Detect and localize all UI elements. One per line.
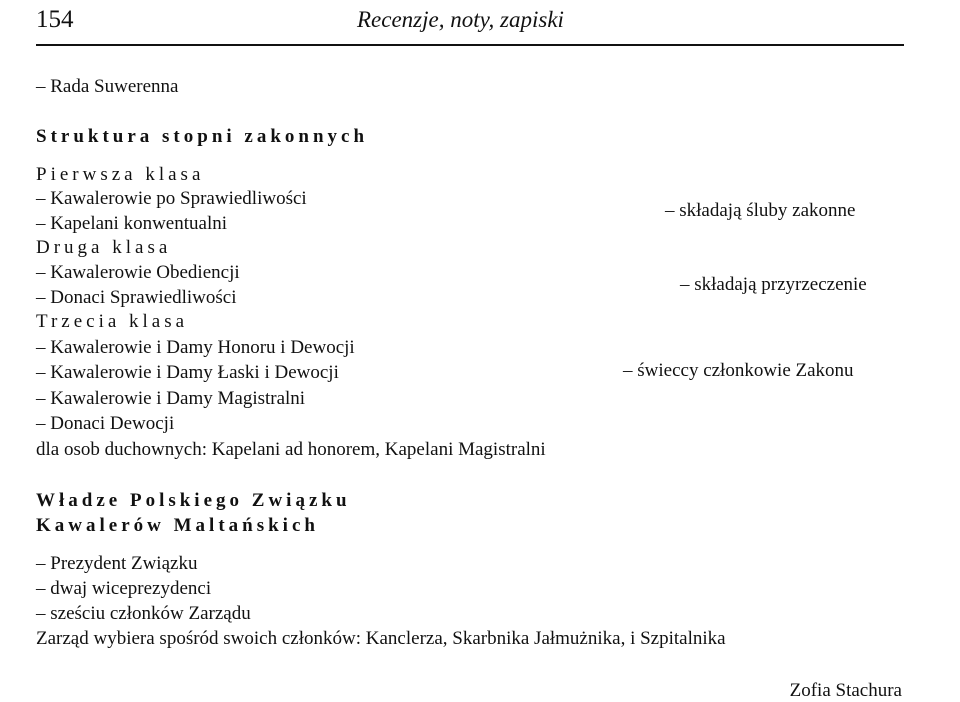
second-class-item: – Kawalerowie Obediencji — [36, 262, 240, 283]
authorities-item: – dwaj wiceprezydenci — [36, 578, 212, 599]
authorities-closing: Zarząd wybiera spośród swoich członków: Kanclerza, Skarbnika Jałmużnika, i Szpitalnika — [36, 628, 726, 649]
third-class-item: – Kawalerowie i Damy Magistralni — [36, 388, 306, 409]
second-class-item: – Donaci Sprawiedliwości — [36, 287, 237, 308]
third-class-item: – Donaci Dewocji — [36, 413, 175, 434]
signature: Zofia Stachura — [789, 680, 902, 701]
structure-heading: Struktura stopni zakonnych — [36, 126, 369, 147]
clergy-line: dla osob duchownych: Kapelani ad honorem, Kapelani Magistralni — [36, 439, 546, 460]
third-class-item: – Kawalerowie i Damy Łaski i Dewocji — [36, 362, 339, 383]
authorities-item: – sześciu członków Zarządu — [36, 603, 251, 624]
first-class-note: – składają śluby zakonne — [665, 200, 856, 221]
running-title: Recenzje, noty, zapiski — [357, 7, 564, 32]
second-class-note: – składają przyrzeczenie — [680, 274, 867, 295]
page-number: 154 — [36, 6, 74, 33]
intro-item: – Rada Suwerenna — [36, 76, 179, 97]
header-rule — [36, 44, 904, 46]
first-class-item: – Kapelani konwentualni — [36, 213, 228, 234]
third-class-heading: Trzecia klasa — [36, 311, 189, 332]
third-class-note: – świeccy członkowie Zakonu — [623, 360, 854, 381]
third-class-item: – Kawalerowie i Damy Honoru i Dewocji — [36, 337, 355, 358]
second-class-heading: Druga klasa — [36, 237, 172, 258]
authorities-heading-line1: Władze Polskiego Związku — [36, 490, 351, 511]
authorities-item: – Prezydent Związku — [36, 553, 198, 574]
authorities-heading-line2: Kawalerów Maltańskich — [36, 515, 319, 536]
first-class-item: – Kawalerowie po Sprawiedliwości — [36, 188, 307, 209]
first-class-heading: Pierwsza klasa — [36, 164, 205, 185]
